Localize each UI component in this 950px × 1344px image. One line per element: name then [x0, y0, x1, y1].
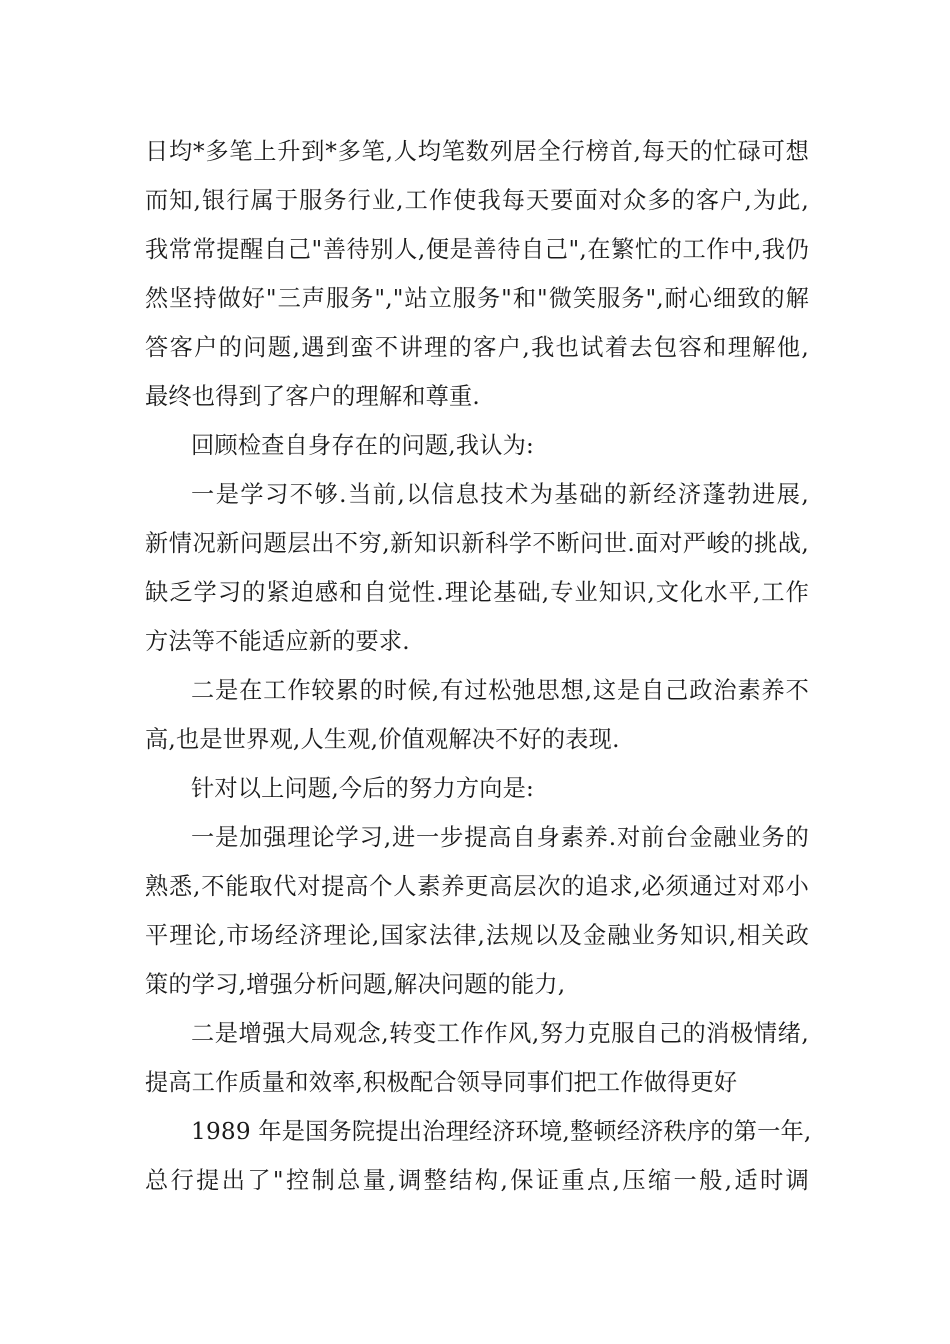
text-line: 一是加强理论学习,进一步提高自身素养.对前台金融业务的 [191, 824, 809, 851]
text-line: 我常常提醒自己"善待别人,便是善待自己",在繁忙的工作中,我仍 [145, 236, 809, 263]
text-line: 提高工作质量和效率,积极配合领导同事们把工作做得更好 [145, 1069, 738, 1096]
document-page [145, 127, 812, 1205]
text-line: 而知,银行属于服务行业,工作使我每天要面对众多的客户,为此, [145, 187, 809, 214]
text-line: 答客户的问题,遇到蛮不讲理的客户,我也试着去包容和理解他, [145, 334, 809, 361]
paragraph [145, 127, 809, 421]
text-line: 缺乏学习的紧迫感和自觉性.理论基础,专业知识,文化水平,工作 [145, 579, 809, 606]
text-line: 新情况新问题层出不穷,新知识新科学不断问世.面对严峻的挑战, [145, 530, 809, 557]
text-line: 回顾检查自身存在的问题,我认为: [191, 432, 535, 459]
text-line: 平理论,市场经济理论,国家法律,法规以及金融业务知识,相关政 [145, 922, 809, 949]
text-line: 然坚持做好"三声服务","站立服务"和"微笑服务",耐心细致的解 [145, 285, 809, 312]
text-line: 一是学习不够.当前,以信息技术为基础的新经济蓬勃进展, [191, 481, 809, 508]
text-line: 熟悉,不能取代对提高个人素养更高层次的追求,必须通过对邓小 [145, 873, 809, 900]
text-line: 二是在工作较累的时候,有过松弛思想,这是自己政治素养不 [191, 677, 809, 704]
paragraph [145, 421, 809, 470]
text-line: 最终也得到了客户的理解和尊重. [145, 383, 480, 410]
text-line: 日均*多笔上升到*多笔,人均笔数列居全行榜首,每天的忙碌可想 [145, 138, 809, 165]
paragraph [145, 470, 809, 666]
text-line: 策的学习,增强分析问题,解决问题的能力, [145, 971, 566, 998]
text-line: 方法等不能适应新的要求. [145, 628, 410, 655]
paragraph [145, 764, 809, 813]
text-line: 二是增强大局观念,转变工作作风,努力克服自己的消极情绪, [191, 1020, 809, 1047]
text-line: 总行提出了"控制总量,调整结构,保证重点,压缩一般,适时调 [145, 1167, 809, 1194]
text-line: 针对以上问题,今后的努力方向是: [191, 775, 535, 802]
text-line: 1989 年是国务院提出治理经济环境,整顿经济秩序的第一年, [191, 1118, 812, 1145]
text-line: 高,也是世界观,人生观,价值观解决不好的表现. [145, 726, 620, 753]
paragraph [145, 1107, 812, 1205]
paragraph [145, 666, 809, 764]
paragraph [145, 1009, 809, 1107]
paragraph [145, 813, 809, 1009]
